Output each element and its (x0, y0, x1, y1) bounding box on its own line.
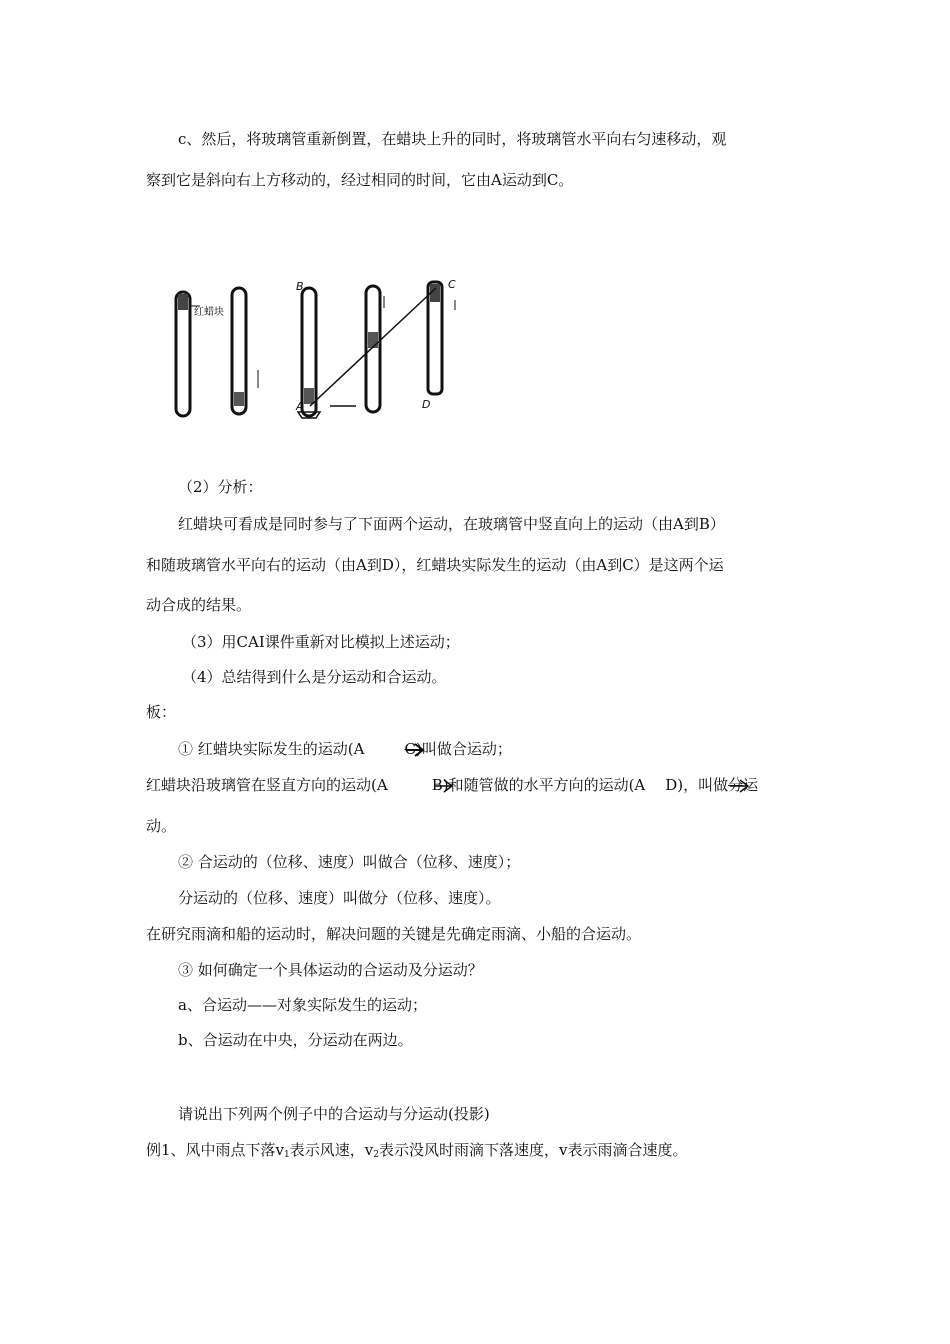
item-1-cont-a: 红蜡块沿玻璃管在竖直方向的运动(A (146, 776, 388, 794)
item-2-line2: 分运动的（位移、速度）叫做分（位移、速度）。 (178, 889, 501, 907)
item-2-line1: ② 合运动的（位移、速度）叫做合（位移、速度）； (178, 853, 521, 871)
tube-3 (298, 288, 320, 418)
analysis-line3: 动合成的结果。 (146, 596, 252, 614)
item-1-mid: C) (404, 740, 422, 758)
label-C: C (448, 278, 456, 291)
item-1-cont-c: 和随管做的水平方向的运动(A (448, 776, 646, 794)
item-3-b: b、合运动在中央，分运动在两边。 (178, 1031, 413, 1049)
item-3-question: ③ 如何确定一个具体运动的合运动及分运动？ (178, 961, 483, 979)
analysis-line2: 和随玻璃管水平向右的运动（由A到D），红蜡块实际发生的运动（由A到C）是这两个运 (146, 556, 724, 574)
item-1-pre: ① 红蜡块实际发生的运动(A (178, 740, 365, 758)
example-1-post: 表示没风时雨滴下落速度，v表示雨滴合速度。 (378, 1141, 688, 1159)
research-line: 在研究雨滴和船的运动时，解决问题的关键是先确定雨滴、小船的合运动。 (146, 925, 642, 943)
label-B: B (296, 280, 304, 293)
item-1-cont-f: 运 (743, 776, 759, 794)
item-1-cont-e: 分 (728, 776, 744, 794)
tube-2 (232, 288, 258, 414)
analysis-heading: （2）分析： (178, 478, 263, 496)
wax-label: 红蜡块 (194, 307, 224, 318)
paragraph-c-line1: c、然后，将玻璃管重新倒置，在蜡块上升的同时，将玻璃管水平向右匀速移动，观 (178, 130, 727, 148)
projection-prompt: 请说出下列两个例子中的合运动与分运动(投影) (178, 1105, 490, 1123)
label-A: A (296, 400, 304, 413)
item-1-cont-b: B) (431, 776, 449, 794)
example-1-sub2: 2 (373, 1150, 379, 1160)
analysis-line1: 红蜡块可看成是同时参与了下面两个运动，在玻璃管中竖直向上的运动（由A到B） (178, 515, 725, 533)
path-A-to-C (310, 288, 436, 406)
glass-tube-figure (170, 272, 470, 422)
item-1-post: 叫做合运动； (421, 740, 512, 758)
step-4: （4）总结得到什么是分运动和合运动。 (182, 668, 447, 686)
example-1 (146, 1140, 687, 1165)
tube-5 (428, 282, 455, 394)
item-3-a: a、合运动——对象实际发生的运动； (178, 996, 427, 1014)
example-1-sub1: 1 (284, 1150, 290, 1160)
example-1-mid: 表示风速，v (289, 1141, 374, 1159)
item-1-cont-d: D)，叫做 (665, 776, 729, 794)
example-1-pre: 例1、风中雨点下落v (146, 1141, 285, 1159)
board-label: 板： (146, 703, 177, 721)
tube-4 (366, 286, 384, 412)
paragraph-c-line2: 察到它是斜向右上方移动的，经过相同的时间，它由A运动到C。 (146, 171, 574, 189)
item-1-cont-end: 动。 (146, 817, 177, 835)
item-1-cont (146, 775, 758, 795)
item-1 (178, 739, 512, 759)
label-D: D (422, 398, 431, 411)
step-3: （3）用CAI课件重新对比模拟上述运动； (182, 633, 460, 651)
